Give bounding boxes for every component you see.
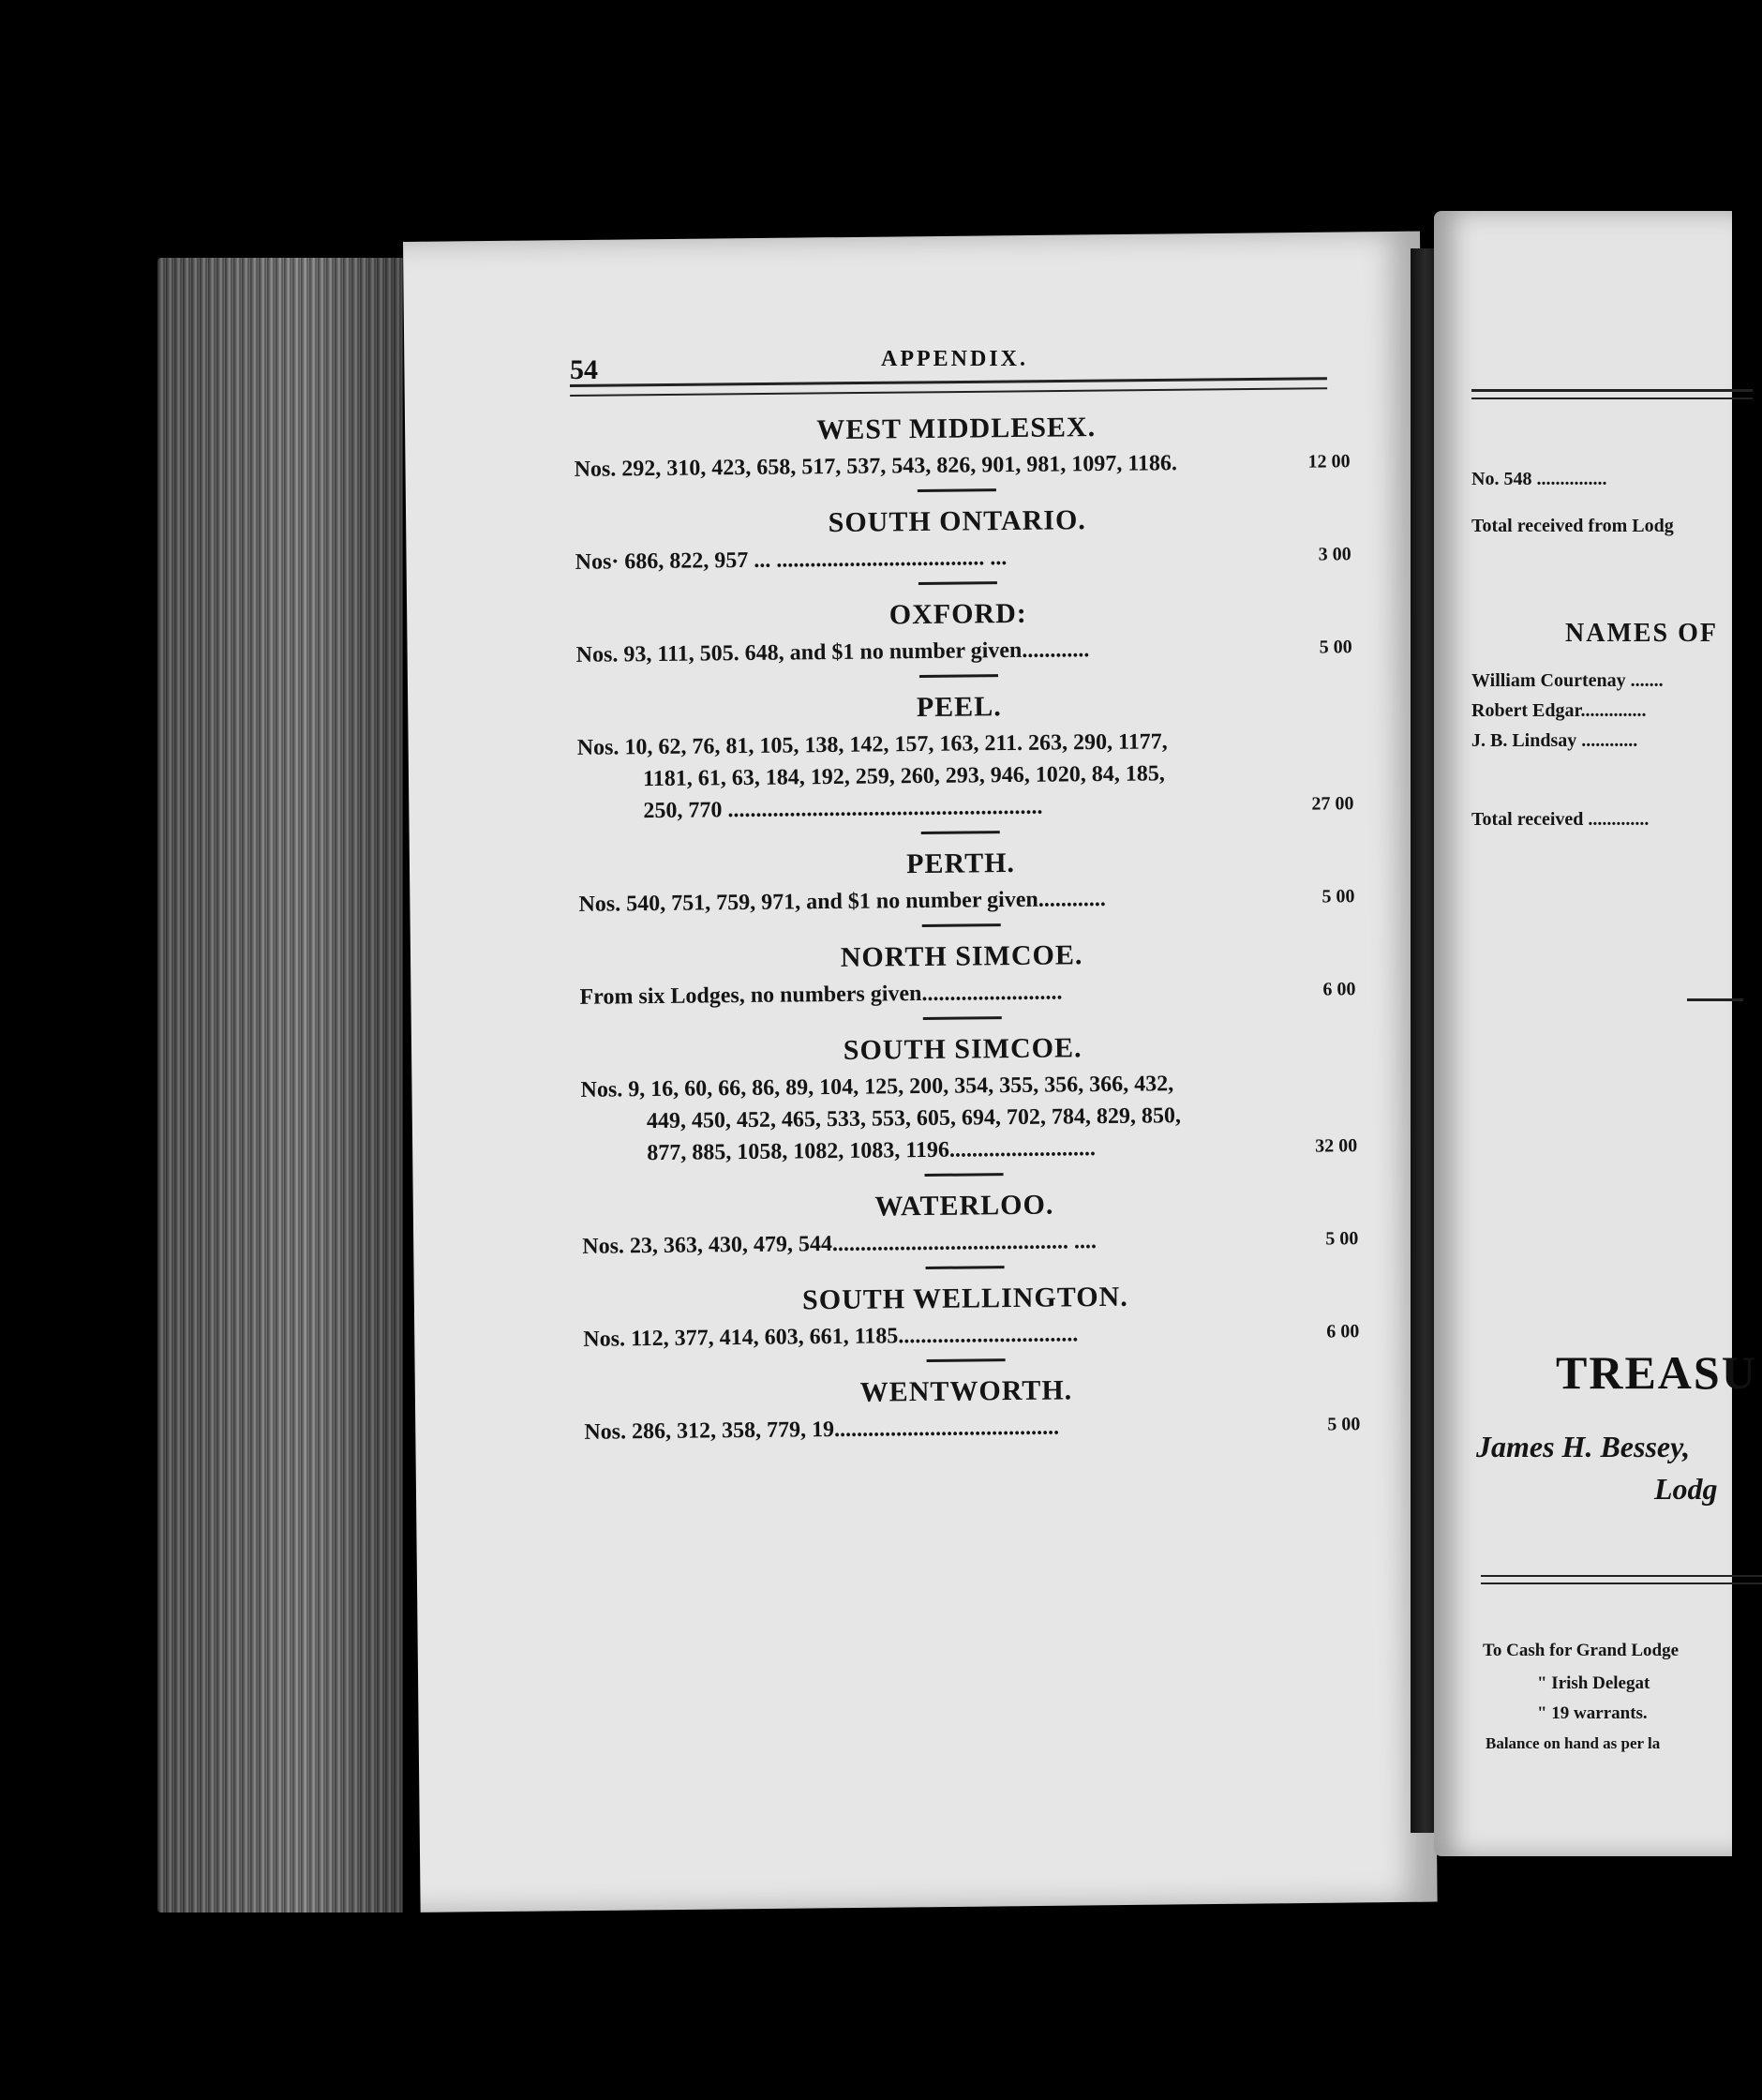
line-text: Nos. 540, 751, 759, 971, and $1 no number given............ [578, 886, 1106, 917]
name-line: J. B. Lindsay ............ [1471, 730, 1638, 751]
line-text: 877, 885, 1058, 1082, 1083, 1196.......................... [647, 1136, 1097, 1166]
book-page-edges [157, 258, 403, 1912]
treasurer-heading: TREASU [1556, 1346, 1757, 1399]
section-divider [921, 831, 1000, 834]
line-text: From six Lodges, no numbers given......................... [579, 980, 1063, 1010]
treasurer-name: James H. Bessey, [1476, 1430, 1691, 1463]
treasurer-lodge: Lodg [1654, 1472, 1718, 1506]
section-title: SOUTH WELLINGTON. [801, 1281, 1128, 1316]
amount: 5 00 [1322, 886, 1355, 908]
right-short-rule [1687, 998, 1743, 1001]
line-text: 1181, 61, 63, 184, 192, 259, 260, 293, 946, 1020, 84, 185, [642, 761, 1165, 792]
right-header-rule [1471, 389, 1753, 399]
section-title: SOUTH ONTARIO. [828, 504, 1086, 539]
section-title: WENTWORTH. [859, 1374, 1073, 1408]
section-title: NORTH SIMCOE. [840, 939, 1083, 973]
section-title: SOUTH SIMCOE. [843, 1032, 1083, 1066]
line-text: Nos. 292, 310, 423, 658, 517, 537, 543, 826, 901, 981, 1097, 1186. [574, 451, 1178, 482]
section-title: WEST MIDDLESEX. [816, 412, 1097, 446]
amount: 6 00 [1322, 979, 1356, 1000]
appendix-content [562, 404, 1361, 1448]
balance-line: Balance on hand as per la [1486, 1734, 1661, 1752]
line-text: 449, 450, 452, 465, 533, 553, 605, 694, 702, 784, 829, 850, [646, 1103, 1182, 1134]
names-heading: NAMES OF [1565, 619, 1718, 648]
irish-line: " Irish Delegat [1537, 1673, 1650, 1693]
name-line: Robert Edgar.............. [1471, 700, 1647, 721]
section-divider [926, 1266, 1005, 1269]
name-line: William Courtenay ....... [1471, 670, 1664, 691]
section-title: PERTH. [905, 847, 1016, 880]
section-divider [922, 923, 1001, 927]
section-title: PEEL. [916, 691, 1002, 724]
section-north-simcoe [568, 932, 1356, 1024]
page-header: APPENDIX. [881, 347, 1028, 371]
cash-line: To Cash for Grand Lodge [1483, 1641, 1680, 1660]
warrants-line: " 19 warrants. [1537, 1703, 1648, 1723]
section-title: OXFORD: [888, 597, 1027, 631]
section-wentworth [573, 1367, 1361, 1448]
line-text: Nos. 112, 377, 414, 603, 661, 1185................................ [583, 1322, 1079, 1352]
section-divider [918, 581, 997, 585]
section-title: WATERLOO. [874, 1189, 1054, 1222]
line-text: Nos. 10, 62, 76, 81, 105, 138, 142, 157, 163, 211. 263, 290, 1177, [576, 729, 1168, 760]
total-from-lodge-line: Total received from Lodg [1471, 516, 1674, 536]
total-received-line: Total received ............. [1471, 809, 1650, 830]
line-text: Nos. 93, 111, 505. 648, and $1 no number given............ [575, 638, 1090, 668]
amount: 3 00 [1318, 544, 1351, 565]
section-south-ontario [563, 497, 1351, 589]
line-text: Nos· 686, 822, 957 ... ..................................... ... [575, 546, 1008, 575]
section-peel [565, 682, 1354, 838]
section-south-simcoe [569, 1025, 1358, 1180]
amount: 6 00 [1326, 1321, 1360, 1342]
line-text: Nos. 286, 312, 358, 779, 19........................................ [584, 1415, 1060, 1445]
section-divider [919, 674, 998, 678]
line-text: Nos. 9, 16, 60, 66, 86, 89, 104, 125, 200, 354, 355, 356, 366, 432, [580, 1072, 1174, 1102]
line-text: 250, 770 ........................................................ [643, 794, 1043, 824]
section-divider [927, 1358, 1006, 1362]
section-waterloo [571, 1181, 1359, 1273]
amount: 32 00 [1315, 1135, 1358, 1157]
amount: 5 00 [1319, 637, 1352, 658]
page-number: 54 [570, 354, 598, 385]
section-south-wellington [572, 1274, 1360, 1366]
right-page [1434, 211, 1757, 1856]
section-west-middlesex [562, 404, 1351, 496]
section-oxford [564, 590, 1352, 682]
amount: 5 00 [1325, 1228, 1359, 1250]
no-548-line: No. 548 ............... [1471, 469, 1607, 489]
line-text: Nos. 23, 363, 430, 479, 544.......................................... .... [582, 1229, 1098, 1259]
right-double-rule [1481, 1575, 1762, 1584]
section-perth [567, 839, 1355, 931]
amount: 27 00 [1311, 793, 1354, 815]
amount: 12 00 [1307, 451, 1351, 472]
section-divider [925, 1173, 1004, 1177]
amount: 5 00 [1327, 1414, 1361, 1435]
section-divider [918, 488, 996, 492]
section-divider [923, 1016, 1002, 1020]
